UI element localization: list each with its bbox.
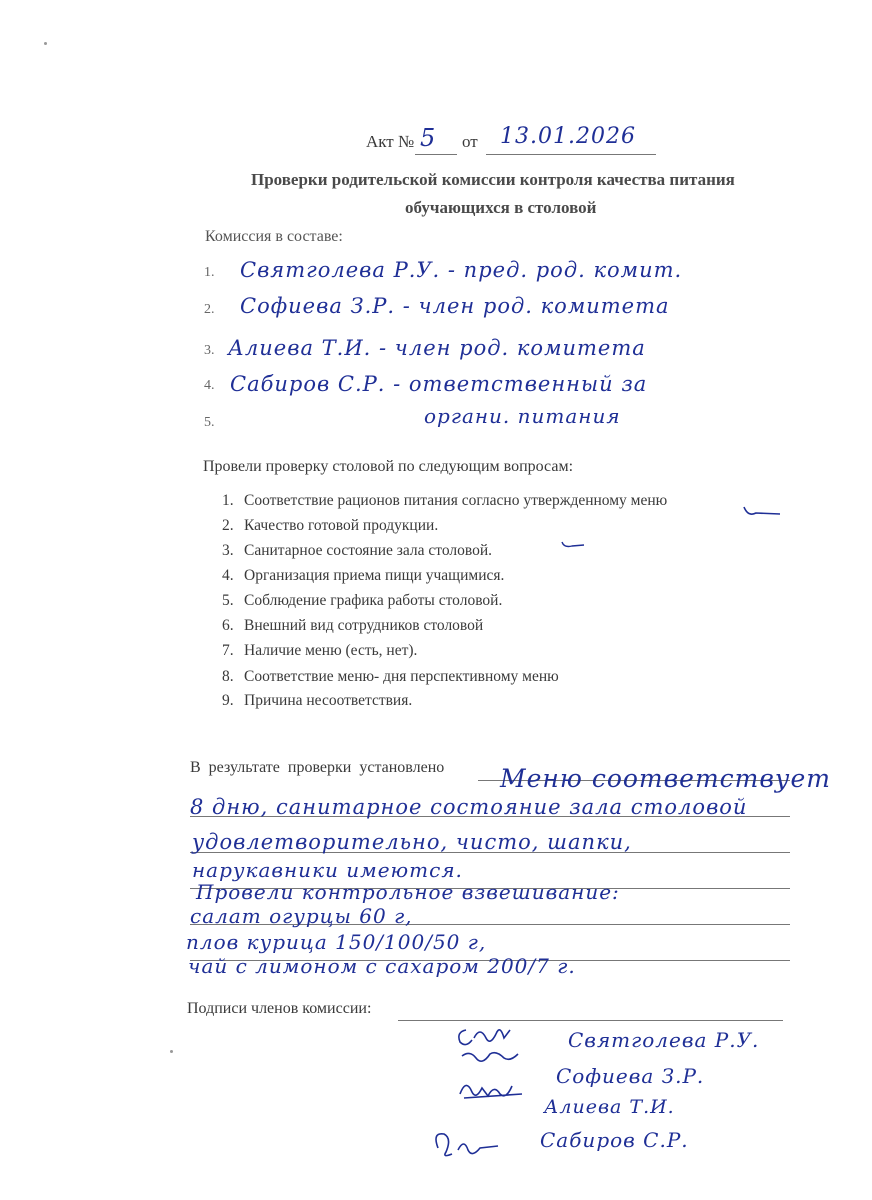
- signatures-label: Подписи членов комиссии:: [187, 1000, 372, 1017]
- signature-name-2: Софиева З.Р.: [556, 1064, 705, 1088]
- act-number-line: [415, 154, 457, 155]
- result-text-6: плов курица 150/100/50 г,: [186, 930, 487, 954]
- question-num-8: 8.: [222, 668, 234, 685]
- question-9: Причина несоответствия.: [244, 692, 413, 709]
- question-3: Санитарное состояние зала столовой.: [244, 542, 493, 559]
- member-3: Алиева Т.И. - член род. комитета: [228, 336, 646, 360]
- question-num-9: 9.: [222, 692, 234, 709]
- question-2: Качество готовой продукции.: [244, 517, 439, 534]
- from-label: от: [462, 132, 478, 151]
- signature-1-icon: [452, 1010, 532, 1070]
- question-5: Соблюдение графика работы столовой.: [244, 592, 503, 609]
- result-text-2: удовлетворительно, чисто, шапки,: [192, 830, 632, 854]
- signature-name-3: Алиева Т.И.: [544, 1096, 675, 1118]
- question-num-3: 3.: [222, 542, 234, 559]
- result-text-1: 8 дню, санитарное состояние зала столовой: [190, 795, 748, 819]
- member-num-4: 4.: [204, 378, 215, 393]
- result-label: В результате проверки установлено: [190, 759, 445, 776]
- result-text-7: чай с лимоном с сахаром 200/7 г.: [188, 954, 576, 978]
- member-num-5: 5.: [204, 415, 215, 430]
- signature-name-1: Святголева Р.У.: [568, 1028, 760, 1052]
- member-4: Сабиров С.Р. - ответственный за: [230, 372, 648, 396]
- question-4: Организация приема пищи учащимися.: [244, 567, 505, 584]
- doc-title-line1: Проверки родительской комиссии контроля качества питания: [251, 170, 735, 189]
- member-2: Софиева З.Р. - член род. комитета: [240, 294, 670, 318]
- member-5: органи. питания: [424, 404, 621, 428]
- question-num-5: 5.: [222, 592, 234, 609]
- member-num-2: 2.: [204, 302, 215, 317]
- act-date: 13.01.2026: [500, 124, 636, 149]
- scan-speck: [170, 1050, 173, 1053]
- act-label: Акт №: [366, 132, 415, 151]
- question-7: Наличие меню (есть, нет).: [244, 642, 418, 659]
- member-1: Святголева Р.У. - пред. род. комит.: [240, 258, 683, 282]
- signature-2-icon: [452, 1068, 532, 1108]
- result-text-0: Меню соответствует: [500, 764, 831, 793]
- result-text-5: салат огурцы 60 г,: [190, 904, 413, 928]
- act-date-line: [486, 154, 656, 155]
- member-num-3: 3.: [204, 343, 215, 358]
- result-text-3: нарукавники имеются.: [192, 858, 463, 882]
- question-6: Внешний вид сотрудников столовой: [244, 617, 484, 634]
- question-num-6: 6.: [222, 617, 234, 634]
- result-text-4: Провели контрольное взвешивание:: [196, 880, 620, 904]
- signature-name-4: Сабиров С.Р.: [540, 1128, 689, 1152]
- commission-label: Комиссия в составе:: [205, 228, 343, 245]
- question-num-2: 2.: [222, 517, 234, 534]
- doc-title-line2: обучающихся в столовой: [405, 198, 597, 217]
- questions-label: Провели проверку столовой по следующим вопросам:: [203, 458, 574, 475]
- member-num-1: 1.: [204, 265, 215, 280]
- question-num-7: 7.: [222, 642, 234, 659]
- question-1: Соответствие рационов питания согласно утвержденному меню: [244, 492, 668, 509]
- tick-mark-icon: [560, 538, 586, 550]
- question-8: Соответствие меню- дня перспективному меню: [244, 668, 559, 685]
- checkmark-icon: [742, 503, 782, 519]
- signature-3-icon: [428, 1118, 508, 1168]
- scan-speck: [44, 42, 47, 45]
- question-num-1: 1.: [222, 492, 234, 509]
- act-number: 5: [420, 124, 437, 152]
- question-num-4: 4.: [222, 567, 234, 584]
